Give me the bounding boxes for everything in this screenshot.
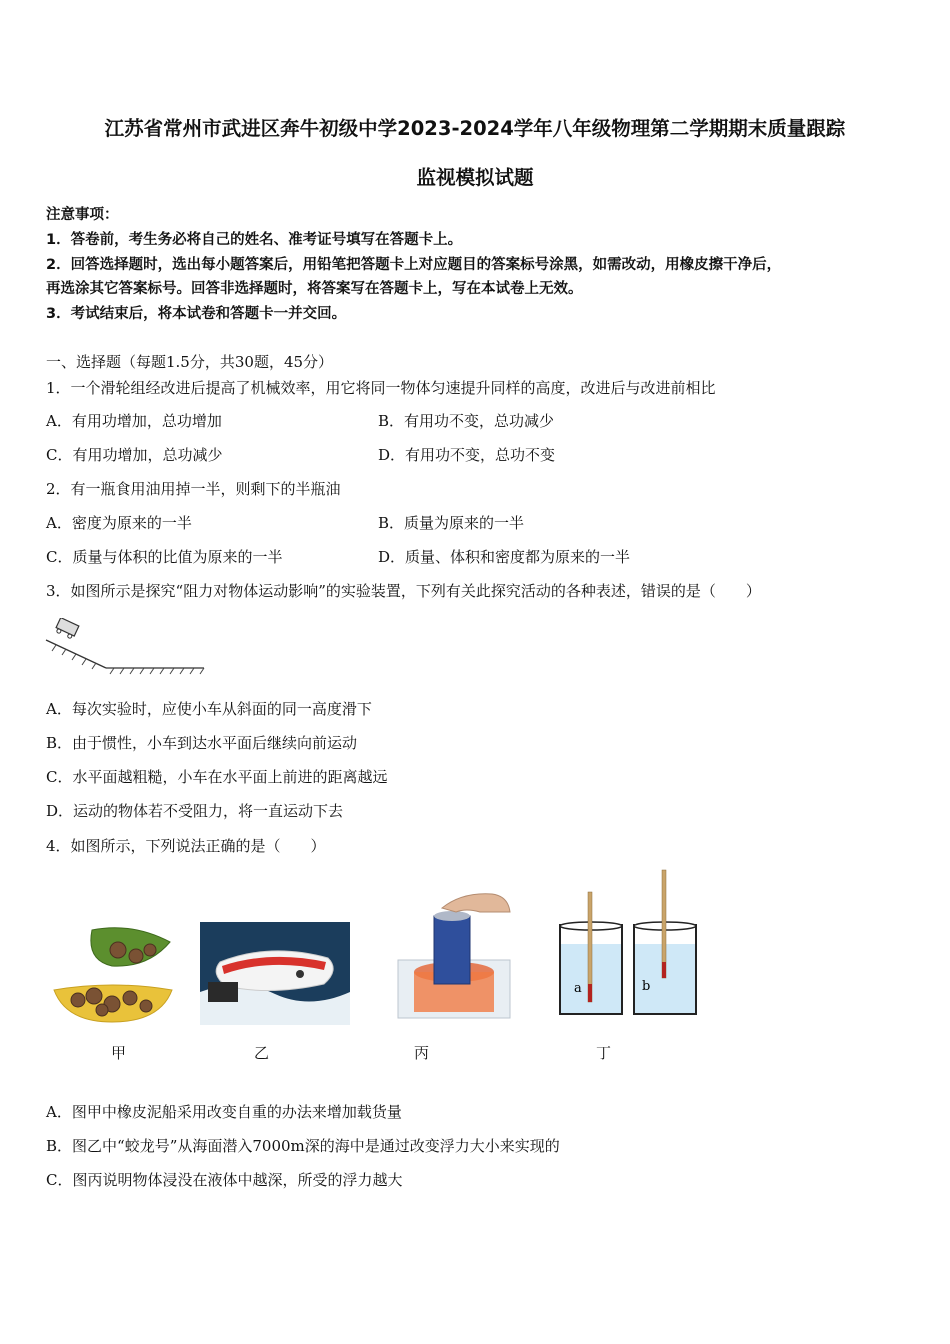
notice-item-1: 1．答卷前，考生务必将自己的姓名、准考证号填写在答题卡上。: [46, 232, 463, 248]
q1-option-d: D．有用功不变，总功不变: [378, 446, 556, 464]
q3-option-c: C．水平面越粗糙，小车在水平面上前进的距离越远: [46, 768, 388, 786]
beakers-image: [556, 868, 698, 1018]
q2-stem: 2．有一瓶食用油用掉一半，则剩下的半瓶油: [46, 480, 341, 498]
submersible-image: [200, 922, 350, 1025]
clay-boat-image: [52, 924, 174, 1024]
q4-option-b: B．图乙中“蛟龙号”从海面潜入7000m深的海中是通过改变浮力大小来实现的: [46, 1137, 560, 1155]
caption-yi: 乙: [254, 1044, 270, 1062]
q3-option-a: A．每次实验时，应使小车从斜面的同一高度滑下: [46, 700, 372, 718]
q4-stem: 4．如图所示，下列说法正确的是（ ）: [46, 837, 326, 855]
q1-option-c: C．有用功增加，总功减少: [46, 446, 223, 464]
q1-stem: 1．一个滑轮组经改进后提高了机械效率，用它将同一物体匀速提升同样的高度，改进后与改进前相比: [46, 379, 716, 397]
caption-bing: 丙: [414, 1044, 430, 1062]
exam-title-line1: 江苏省常州市武进区奔牛初级中学2023-2024学年八年级物理第二学期期末质量跟踪: [104, 117, 846, 140]
notice-item-2-cont: 再选涂其它答案标号。回答非选择题时，将答案写在答题卡上，写在本试卷上无效。: [46, 281, 583, 297]
beaker-label-a: a: [574, 981, 582, 996]
caption-ding: 丁: [596, 1044, 612, 1062]
notice-item-2: 2．回答选择题时，选出每小题答案后，用铅笔把答题卡上对应题目的答案标号涂黑，如需改动，用橡皮擦干净后，: [46, 257, 782, 273]
beaker-label-b: b: [642, 979, 651, 994]
notice-heading: 注意事项：: [46, 207, 119, 223]
q4-option-a: A．图甲中橡皮泥船采用改变自重的办法来增加载货量: [46, 1103, 402, 1121]
q2-option-a: A．密度为原来的一半: [46, 514, 192, 532]
q3-option-d: D．运动的物体若不受阻力，将一直运动下去: [46, 802, 344, 820]
cart-icon: [54, 618, 78, 640]
section-heading: 一、选择题（每题1.5分，共30题，45分）: [46, 353, 334, 371]
q2-option-b: B．质量为原来的一半: [378, 514, 525, 532]
q3-option-b: B．由于惯性，小车到达水平面后继续向前运动: [46, 734, 358, 752]
q1-option-b: B．有用功不变，总功减少: [378, 412, 555, 430]
incline-figure: [44, 618, 209, 678]
q4-option-c: C．图丙说明物体浸没在液体中越深，所受的浮力越大: [46, 1171, 403, 1189]
q2-option-c: C．质量与体积的比值为原来的一半: [46, 548, 283, 566]
can-in-water-image: [396, 890, 512, 1020]
q2-option-d: D．质量、体积和密度都为原来的一半: [378, 548, 631, 566]
q1-option-a: A．有用功增加，总功增加: [46, 412, 222, 430]
exam-title-line2: 监视模拟试题: [416, 166, 534, 189]
caption-jia: 甲: [111, 1044, 127, 1062]
q3-stem: 3．如图所示是探究“阻力对物体运动影响”的实验装置，下列有关此探究活动的各种表述，错误的是（ ）: [46, 582, 761, 600]
notice-item-3: 3．考试结束后，将本试卷和答题卡一并交回。: [46, 306, 347, 322]
